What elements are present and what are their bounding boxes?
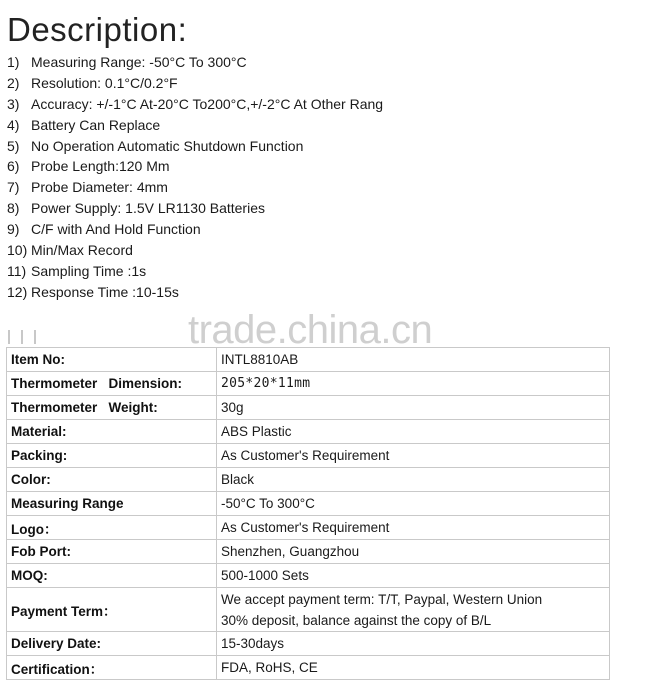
spec-label: Fob Port: <box>7 540 217 564</box>
table-row <box>7 444 610 468</box>
spec-label: Payment Term： <box>7 588 217 632</box>
spec-label: Thermometer Dimension: <box>7 372 217 396</box>
spec-label: Packing: <box>7 444 217 468</box>
list-item <box>7 261 383 282</box>
item-number: 10) <box>7 242 28 259</box>
item-number: 9) <box>7 221 20 238</box>
spec-label: Material: <box>7 420 217 444</box>
item-text: Probe Length:120 Mm <box>31 158 170 175</box>
item-text: Probe Diameter: 4mm <box>31 179 168 196</box>
item-number: 2) <box>7 74 20 91</box>
spec-value: ABS Plastic <box>217 420 610 444</box>
list-item <box>7 177 383 198</box>
table-row <box>7 396 610 420</box>
item-number: 1) <box>7 54 20 70</box>
spec-table <box>6 347 610 680</box>
item-text: Response Time :10-15s <box>31 283 179 300</box>
item-text: Resolution: 0.1°C/0.2°F <box>31 74 178 91</box>
spec-label: Measuring Range <box>7 492 217 516</box>
table-row <box>7 656 610 680</box>
spec-label: Logo： <box>7 516 217 540</box>
item-number: 3) <box>7 95 20 112</box>
table-row <box>7 564 610 588</box>
description-title: Description: <box>7 11 188 48</box>
item-text: No Operation Automatic Shutdown Function <box>31 137 304 154</box>
spec-label: Item No: <box>7 348 217 372</box>
table-row <box>7 468 610 492</box>
list-item <box>7 240 383 261</box>
table-row <box>7 348 610 372</box>
list-item <box>7 52 383 73</box>
list-item <box>7 136 383 157</box>
list-item <box>7 115 383 136</box>
table-row <box>7 516 610 540</box>
spec-value: 500-1000 Sets <box>217 564 610 588</box>
table-row <box>7 372 610 396</box>
item-number: 12) <box>7 283 28 300</box>
list-item <box>7 156 383 177</box>
spec-value: As Customer's Requirement <box>217 516 610 540</box>
table-row <box>7 492 610 516</box>
item-text: C/F with And Hold Function <box>31 221 201 238</box>
item-number: 11) <box>7 262 27 279</box>
list-item <box>7 94 383 115</box>
list-item <box>7 198 383 219</box>
item-number: 8) <box>7 200 20 217</box>
table-row <box>7 632 610 656</box>
table-row <box>7 588 610 632</box>
list-item <box>7 219 383 240</box>
item-text: Power Supply: 1.5V LR1130 Batteries <box>31 200 265 217</box>
feature-list <box>7 52 383 303</box>
item-text: Accuracy: +/-1°C At-20°C To200°C,+/-2°C At Other Rang <box>31 95 384 112</box>
list-item <box>7 73 383 94</box>
table-row <box>7 420 610 444</box>
spec-value: -50°C To 300°C <box>217 492 610 516</box>
item-text: Min/Max Record <box>31 242 133 259</box>
spec-value: 205*20*11mm <box>217 372 610 396</box>
spec-label: Delivery Date: <box>7 632 217 656</box>
item-text: Sampling Time :1s <box>31 262 147 279</box>
spec-value: As Customer's Requirement <box>217 444 610 468</box>
payment-term-line-2: 30% deposit, balance against the copy of B/L <box>221 612 492 628</box>
spec-label: Certification： <box>7 656 217 680</box>
spec-label: Color: <box>7 468 217 492</box>
spec-value: Black <box>217 468 610 492</box>
item-text: Measuring Range: -50°C To 300°C <box>31 54 247 70</box>
spec-value: 30g <box>217 396 610 420</box>
item-number: 7) <box>7 179 20 196</box>
item-number: 5) <box>7 137 20 154</box>
spec-label: Thermometer Weight: <box>7 396 217 420</box>
table-row <box>7 540 610 564</box>
item-number: 4) <box>7 116 20 133</box>
list-item <box>7 282 383 303</box>
watermark: trade.china.cn <box>188 308 433 352</box>
spec-value: FDA, RoHS, CE <box>217 656 610 680</box>
item-number: 6) <box>7 158 20 175</box>
spec-value <box>217 588 610 632</box>
item-text: Battery Can Replace <box>31 116 161 133</box>
spec-label: MOQ: <box>7 564 217 588</box>
payment-term-line-1: We accept payment term: T/T, Paypal, Western Union <box>221 591 543 607</box>
spec-value: 15-30days <box>217 632 610 656</box>
spec-value: INTL8810AB <box>217 348 610 372</box>
spec-value: Shenzhen, Guangzhou <box>217 540 610 564</box>
